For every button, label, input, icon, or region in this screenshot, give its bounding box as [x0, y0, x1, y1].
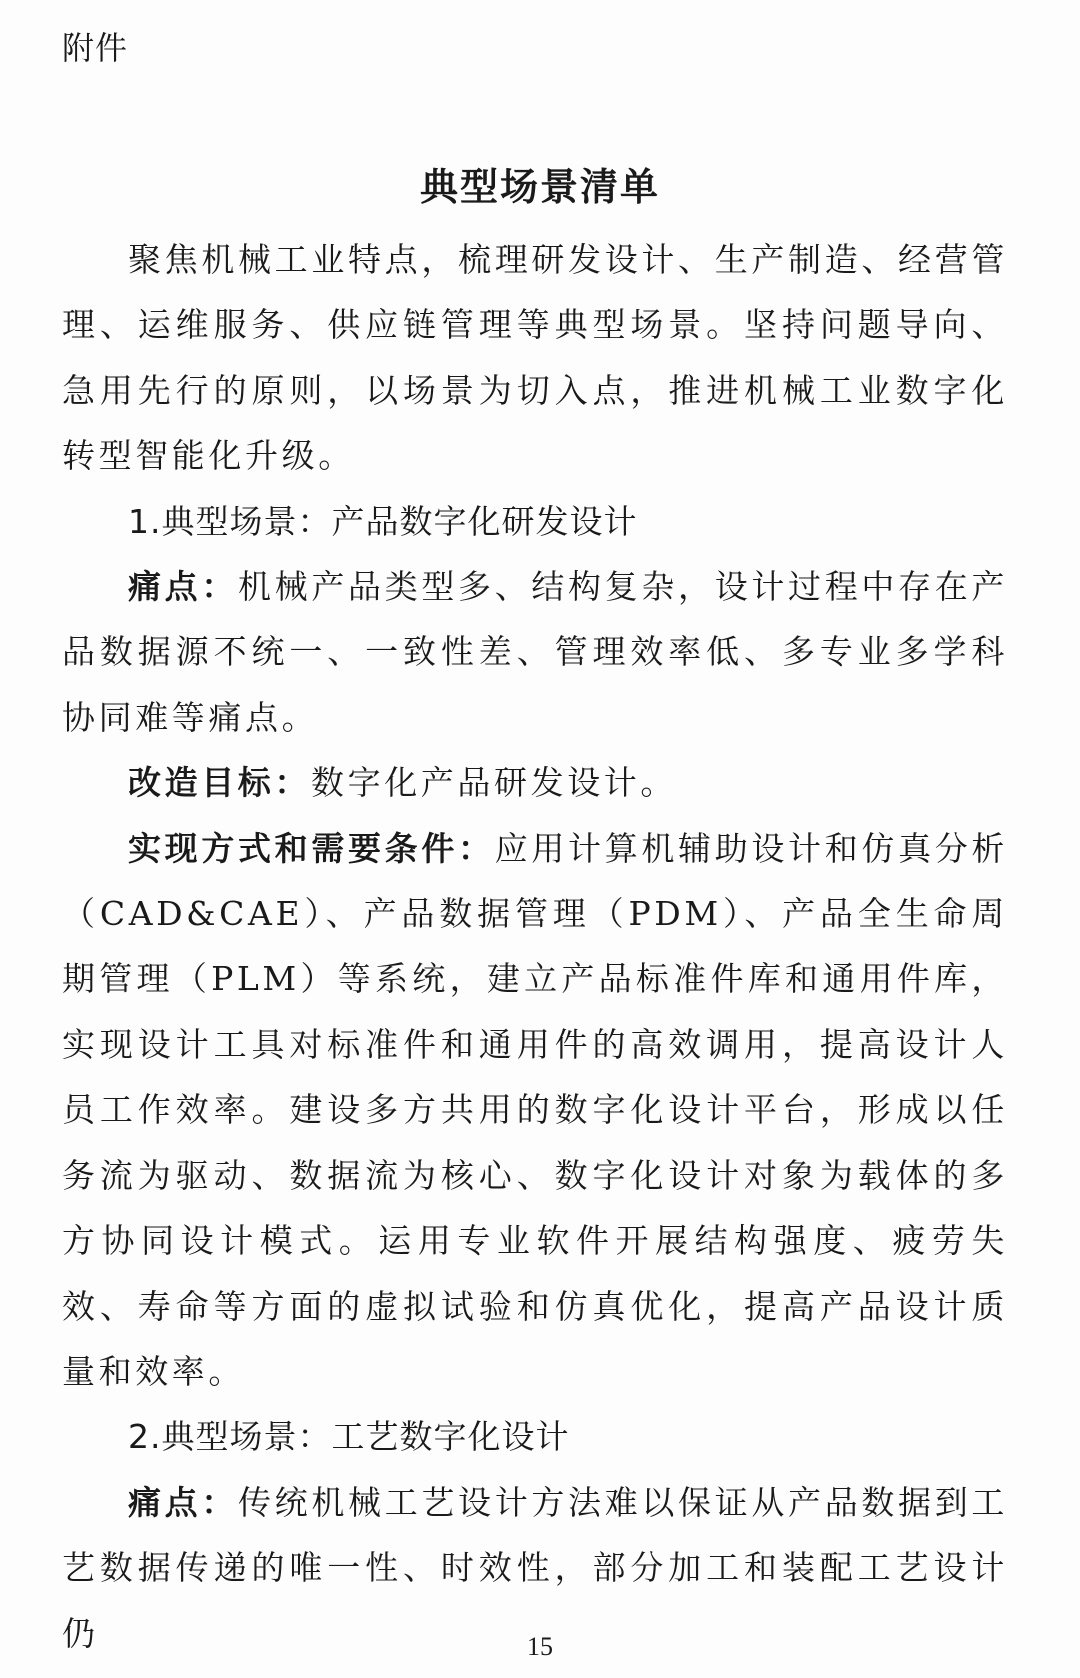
intro-paragraph: 聚焦机械工业特点，梳理研发设计、生产制造、经营管理、运维服务、供应链管理等典型场景。坚持问题导向、急用先行的原则，以场景为切入点，推进机械工业数字化转型智能化升级。 — [62, 240, 1008, 476]
section-1-pain-paragraph — [62, 554, 1008, 750]
document-body — [62, 227, 1008, 1666]
section-1-method-paragraph — [62, 816, 1008, 1405]
method-label: 实现方式和需要条件： — [128, 828, 495, 868]
pain-label: 痛点： — [128, 567, 239, 607]
section-1-goal-paragraph — [62, 750, 1008, 815]
pain-text: 机械产品类型多、结构复杂，设计过程中存在产品数据源不统一、一致性差、管理效率低、多专业多学科协同难等痛点。 — [62, 567, 1008, 737]
annex-label: 附件 — [62, 29, 129, 67]
pain-label: 痛点： — [128, 1482, 239, 1522]
goal-label: 改造目标： — [128, 763, 311, 803]
goal-text: 数字化产品研发设计。 — [311, 763, 677, 803]
method-text: 应用计算机辅助设计和仿真分析（CAD&CAE）、产品数据管理（PDM）、产品全生命周期管理（PLM）等系统，建立产品标准件库和通用件库，实现设计工具对标准件和通用件的高效调用，提高设计人员工作效率。建设多方共用的数字化设计平台，形成以任务流为驱动、数据流为核心、数字化设计对象为载体的多方协同设计模式。运用专业软件开展结构强度、疲劳失效、寿命等方面的虚拟试验和仿真优化，提高产品设计质量和效率。 — [62, 828, 1009, 1391]
document-title: 典型场景清单 — [419, 164, 660, 209]
section-2-heading: 2.典型场景：工艺数字化设计 — [128, 1417, 570, 1457]
page-number: 15 — [527, 1632, 553, 1661]
section-1-heading: 1.典型场景：产品数字化研发设计 — [128, 501, 638, 541]
pain-text: 传统机械工艺设计方法难以保证从产品数据到工艺数据传递的唯一性、时效性，部分加工和装配工艺设计仍 — [62, 1482, 1008, 1653]
